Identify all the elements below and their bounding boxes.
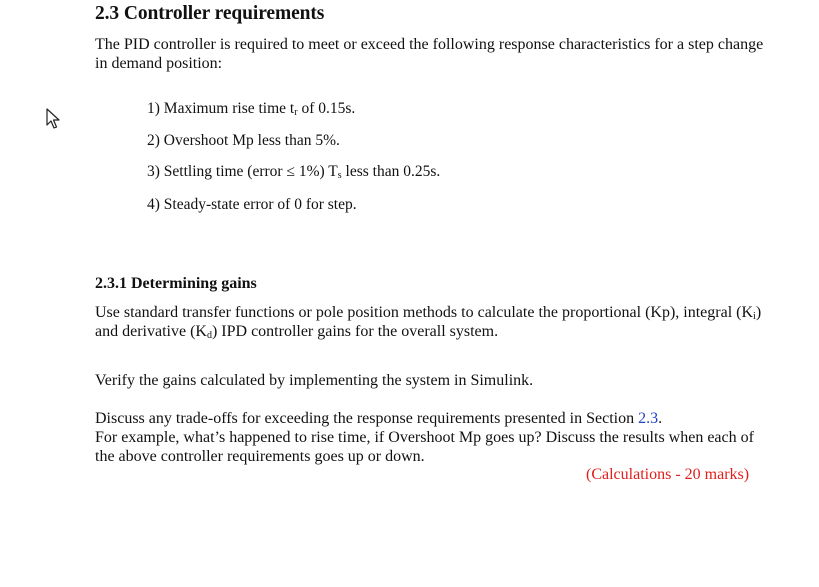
subsection-heading: 2.3.1 Determining gains [95,275,257,292]
requirement-overshoot: 2) Overshoot Mp less than 5%. [147,132,340,149]
requirement-rise-time: 1) Maximum rise time $t_r$ of 0.15s. [147,100,356,118]
gains-paragraph: Use standard transfer functions or pole position methods to calculate the proportional (Kp), integral $(K_i)$ and derivative $(K_d)$ IPD controller gains for the overall system. [95,304,762,341]
section-heading: 2.3 Controller requirements [95,3,325,24]
requirement-steady-state-error: 4) Steady-state error of 0 for step. [147,196,357,213]
example-paragraph: For example, what’s happened to rise time, if Overshoot Mp goes up? Discuss the results when each of the above controller requirements goes up or down. [95,429,754,465]
discuss-paragraph: Discuss any trade-offs for exceeding the response requirements presented in Section 2.3. [95,410,663,427]
mouse-cursor-icon [46,108,62,130]
verify-paragraph: Verify the gains calculated by implementing the system in Simulink. [95,372,534,389]
requirement-settling-time: 3) Settling time (error ≤ 1%) $T_s$ less than 0.25s. [147,163,441,181]
section-reference-link[interactable]: 2.3 [638,410,659,427]
marks-note: (Calculations - 20 marks) [586,466,750,483]
intro-paragraph: The PID controller is required to meet or exceed the following response characteristics for a step change in demand position: [95,36,764,72]
